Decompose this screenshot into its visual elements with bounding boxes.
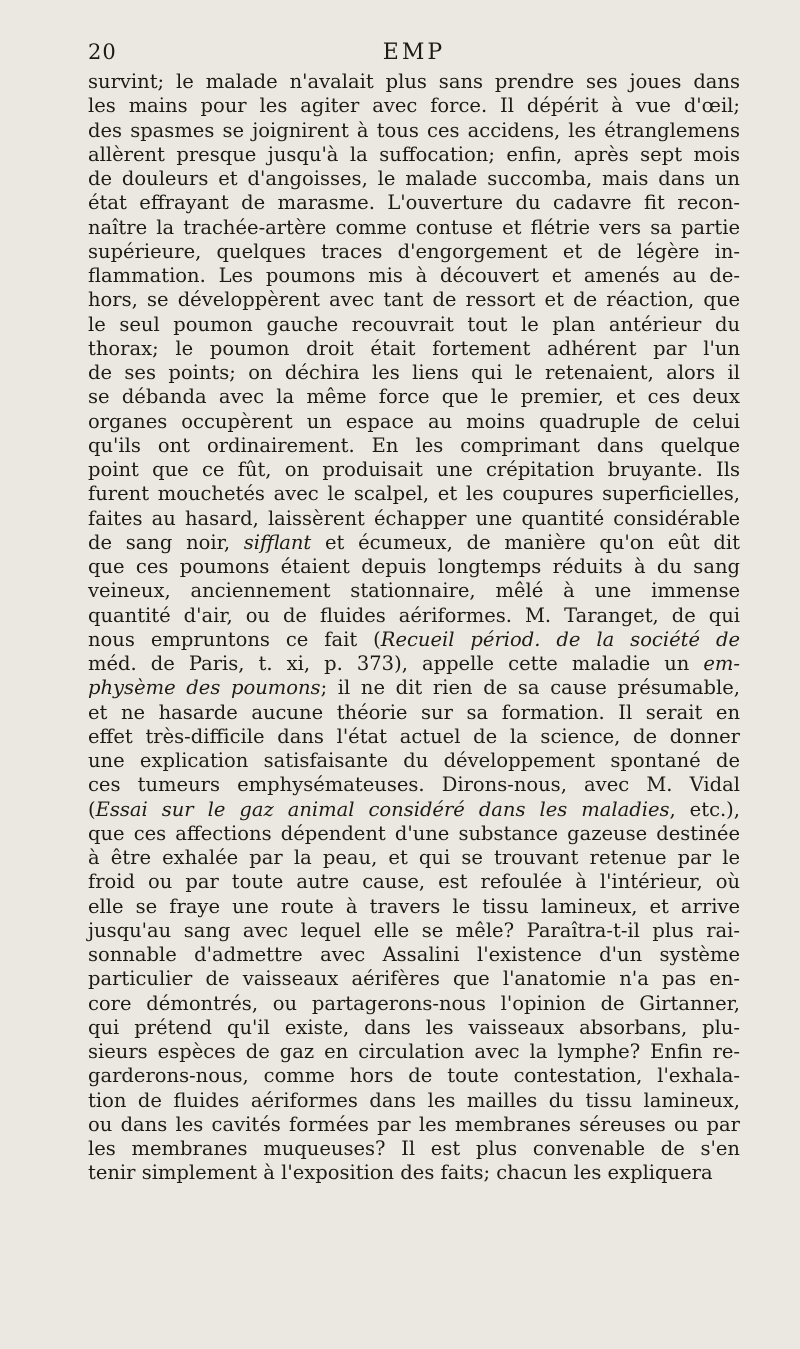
- text-line: hors, se développèrent avec tant de ressort et de réaction, que: [88, 288, 740, 312]
- text-line: particulier de vaisseaux aérifères que l'anatomie n'a pas en-: [88, 967, 740, 991]
- text-line: ou dans les cavités formées par les membranes séreuses ou par: [88, 1112, 740, 1136]
- text-line: sonnable d'admettre avec Assalini l'existence d'un système: [88, 943, 740, 966]
- italic-text: physème des poumons: [88, 676, 321, 700]
- text-line: faites au hasard, laissèrent échapper une quantité considérable: [88, 506, 740, 530]
- text-line: point que ce fût, on produisait une crépitation bruyante. Ils: [88, 458, 740, 481]
- text-line: froid ou par toute autre cause, est refoulée à l'intérieur, où: [88, 870, 740, 894]
- text-line: thorax; le poumon droit était fortement adhérent par l'un: [88, 336, 740, 360]
- text-line: allèrent presque jusqu'à la suffocation; enfin, après sept mois: [88, 142, 740, 166]
- text-line: sieurs espèces de gaz en circulation avec la lymphe? Enfin re-: [88, 1040, 740, 1063]
- text-line: (Essai sur le gaz animal considéré dans les maladies, etc.),: [88, 797, 740, 821]
- text-line: physème des poumons; il ne dit rien de sa cause présumable,: [88, 676, 740, 700]
- text-line: des spasmes se joignirent à tous ces accidens, les étranglemens: [88, 118, 740, 142]
- text-line: de sang noir, sifflant et écumeux, de manière qu'on eût dit: [88, 530, 740, 554]
- text-line: elle se fraye une route à travers le tissu lamineux, et arrive: [88, 894, 740, 918]
- italic-text: sifflant: [243, 530, 312, 554]
- text-line: qu'ils ont ordinairement. En les comprimant dans quelque: [88, 433, 740, 457]
- text-line: nous empruntons ce fait (Recueil périod. de la société de: [88, 627, 740, 651]
- page-number: 20: [88, 40, 117, 64]
- text-line: que ces poumons étaient depuis longtemps réduits à du sang: [88, 555, 740, 578]
- text-line: les membranes muqueuses? Il est plus convenable de s'en: [88, 1137, 740, 1160]
- text-line: de douleurs et d'angoisses, le malade succomba, mais dans un: [88, 167, 740, 190]
- italic-text: em-: [703, 652, 740, 675]
- text-line: naître la trachée-artère comme contuse et flétrie vers sa partie: [88, 215, 740, 239]
- text-line: effet très-difficile dans l'état actuel de la science, de donner: [88, 724, 740, 748]
- page-header: [88, 40, 740, 70]
- italic-text: Essai sur le gaz animal considéré dans les maladies: [95, 797, 670, 821]
- text-line: méd. de Paris, t. xi, p. 373), appelle cette maladie un em-: [88, 652, 740, 675]
- text-line: core démontrés, ou partagerons-nous l'opinion de Girtanner,: [88, 991, 740, 1015]
- text-line: et ne hasarde aucune théorie sur sa formation. Il serait en: [88, 700, 740, 724]
- text-line: une explication satisfaisante du développement spontané de: [88, 749, 740, 772]
- text-line: furent mouchetés avec le scalpel, et les coupures superficielles,: [88, 482, 740, 506]
- text-line: quantité d'air, ou de fluides aériformes. M. Taranget, de qui: [88, 603, 740, 627]
- text-line: tion de fluides aériformes dans les mailles du tissu lamineux,: [88, 1088, 740, 1112]
- text-line: tenir simplement à l'exposition des faits; chacun les expliquera: [88, 1161, 713, 1185]
- text-line: à être exhalée par la peau, et qui se trouvant retenue par le: [88, 846, 740, 869]
- text-line: les mains pour les agiter avec force. Il dépérit à vue d'œil;: [88, 94, 740, 118]
- text-line: supérieure, quelques traces d'engorgement et de légère in-: [88, 239, 740, 263]
- text-line: veineux, anciennement stationnaire, mêlé à une immense: [88, 579, 740, 603]
- text-line: garderons-nous, comme hors de toute contestation, l'exhala-: [88, 1064, 740, 1088]
- text-line: flammation. Les poumons mis à découvert et amenés au de-: [88, 264, 740, 287]
- running-head: EMP: [382, 40, 446, 65]
- italic-text: Recueil périod. de la société de: [380, 627, 740, 651]
- text-line: qui prétend qu'il existe, dans les vaisseaux absorbans, plu-: [88, 1015, 740, 1039]
- text-line: de ses points; on déchira les liens qui le retenaient, alors il: [88, 361, 740, 384]
- text-line: le seul poumon gauche recouvrait tout le plan antérieur du: [88, 312, 740, 336]
- text-line: état effrayant de marasme. L'ouverture du cadavre fit recon-: [88, 191, 740, 215]
- text-line: se débanda avec la même force que le premier, et ces deux: [88, 385, 740, 409]
- text-line: survint; le malade n'avalait plus sans prendre ses joues dans: [88, 70, 740, 93]
- text-line: que ces affections dépendent d'une substance gazeuse destinée: [88, 821, 740, 845]
- text-line: ces tumeurs emphysémateuses. Dirons-nous, avec M. Vidal: [88, 773, 740, 797]
- text-line: jusqu'au sang avec lequel elle se mêle? Paraîtra-t-il plus rai-: [88, 918, 740, 942]
- body-text: [88, 70, 740, 1186]
- text-line: organes occupèrent un espace au moins quadruple de celui: [88, 409, 740, 433]
